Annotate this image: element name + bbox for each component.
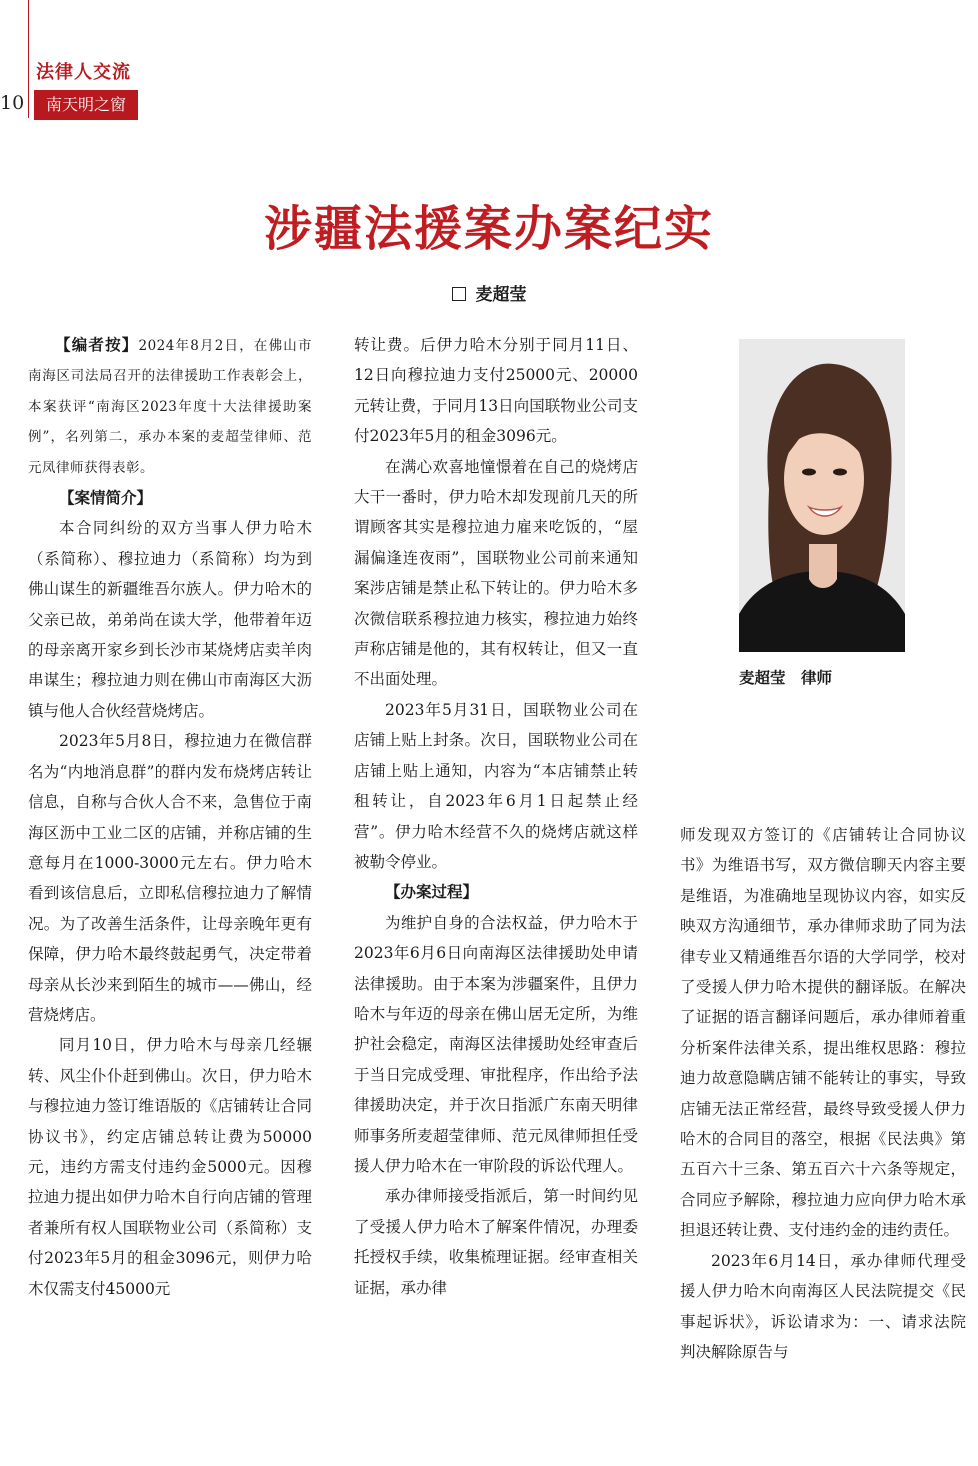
editor-note-head: 【编者按】 [55, 336, 139, 354]
section-title: 法律人交流 [36, 62, 131, 83]
paragraph: 在满心欢喜地憧憬着在自己的烧烤店大干一番时，伊力哈木却发现前几天的所谓顾客其实是穆拉迪力雇来吃饭的，“屋漏偏逢连夜雨”，国联物业公司前来通知案涉店铺是禁止私下转让的。伊力哈木多次微信联系穆拉迪力核实，穆拉迪力始终声称店铺是他的，其有权转让，但又一直不出面处理。 [354, 457, 638, 689]
column-3 [680, 820, 966, 1367]
paragraph: 本合同纠纷的双方当事人伊力哈木（系简称）、穆拉迪力（系简称）均为到佛山谋生的新疆维吾尔族人。伊力哈木的父亲已故，弟弟尚在读大学，他带着年迈的母亲离开家乡到长沙市某烧烤店卖羊肉串谋生；穆拉迪力则在佛山市南海区大沥镇与他人合伙经营烧烤店。 [28, 519, 312, 720]
paragraph: 转让费。后伊力哈木分别于同月11日、12日向穆拉迪力支付25000元、20000元转让费，于同月13日向国联物业公司支付2023年5月的租金3096元。 [354, 336, 638, 446]
author-name: 麦超莹 [475, 285, 527, 305]
heading-case-summary: 【案情简介】 [59, 489, 153, 508]
paragraph: 为维护自身的合法权益，伊力哈木于2023年6月6日向南海区法律援助处申请法律援助。由于本案为涉疆案件，且伊力哈木与年迈的母亲在佛山居无定所，为维护社会稳定，南海区法律援助处经审查后于当日完成受理、审批程序，作出给予法律援助决定，并于次日指派广东南天明律师事务所麦超莹律师、范元凤律师担任受援人伊力哈木在一审阶段的诉讼代理人。 [354, 913, 638, 1175]
author-photo [739, 339, 905, 652]
header-rule [28, 0, 29, 118]
article-title: 涉疆法援案办案纪实 [263, 201, 714, 257]
column-2 [354, 330, 638, 1303]
article-author [0, 280, 978, 305]
paragraph: 2023年5月31日，国联物业公司在店铺上贴上封条。次日，国联物业公司在店铺上贴上通知，内容为“本店铺禁止转租转让，自2023年6月1日起禁止经营”。伊力哈木经营不久的烧烤店就这样被勒令停业。 [354, 700, 638, 871]
paragraph: 师发现双方签订的《店铺转让合同协议书》为维语书写，双方微信聊天内容主要是维语，为准确地呈现协议内容，如实反映双方沟通细节，承办律师求助了同为法律专业又精通维吾尔语的大学同学，校对了受援人伊力哈木提供的翻译版。在解决了证据的语言翻译问题后，承办律师着重分析案件法律关系，提出维权思路：穆拉迪力故意隐瞒店铺不能转让的事实，导致店铺无法正常经营，最终导致受援人伊力哈木的合同目的落空，根据《民法典》第五百六十三条、第五百六十六条等规定，合同应予解除，穆拉迪力应向伊力哈木承担退还转让费、支付违约金的违约责任。 [680, 826, 966, 1240]
author-box-icon [452, 287, 466, 301]
paragraph: 2023年5月8日，穆拉迪力在微信群名为“内地消息群”的群内发布烧烤店转让信息，自称与合伙人合不来，急售位于南海区沥中工业二区的店铺，并称店铺的生意每月在1000-3000元左右。伊力哈木看到该信息后，立即私信穆拉迪力了解情况。为了改善生活条件，让母亲晚年更有保障，伊力哈木最终鼓起勇气，决定带着母亲从长沙来到陌生的城市——佛山，经营烧烤店。 [28, 732, 312, 1024]
editor-note-body: 2024年8月2日，在佛山市南海区司法局召开的法律援助工作表彰会上，本案获评“南海区2023年度十大法律援助案例”，名列第二，承办本案的麦超莹律师、范元凤律师获得表彰。 [28, 338, 312, 476]
editor-note [28, 330, 312, 483]
page-number: 10 [0, 92, 25, 114]
paragraph: 承办律师接受指派后，第一时间约见了受援人伊力哈木了解案件情况，办理委托授权手续，收集梳理证据。经审查相关证据，承办律 [354, 1187, 638, 1297]
column-1 [28, 330, 312, 1304]
paragraph: 同月10日，伊力哈木与母亲几经辗转、风尘仆仆赶到佛山。次日，伊力哈木与穆拉迪力签订维语版的《店铺转让合同协议书》，约定店铺总转让费为50000元，违约方需支付违约金5000元。因穆拉迪力提出如伊力哈木自行向店铺的管理者兼所有权人国联物业公司（系简称）支付2023年5月的租金3096元，则伊力哈木仅需支付45000元 [28, 1036, 312, 1298]
photo-caption: 麦超莹 律师 [739, 669, 833, 687]
paragraph: 2023年6月14日，承办律师代理受援人伊力哈木向南海区人民法院提交《民事起诉状》，诉讼请求为：一、请求法院判决解除原告与 [680, 1251, 966, 1361]
column-tag: 南天明之窗 [34, 90, 138, 120]
portrait-illustration [739, 339, 905, 652]
heading-process: 【办案过程】 [385, 883, 479, 902]
